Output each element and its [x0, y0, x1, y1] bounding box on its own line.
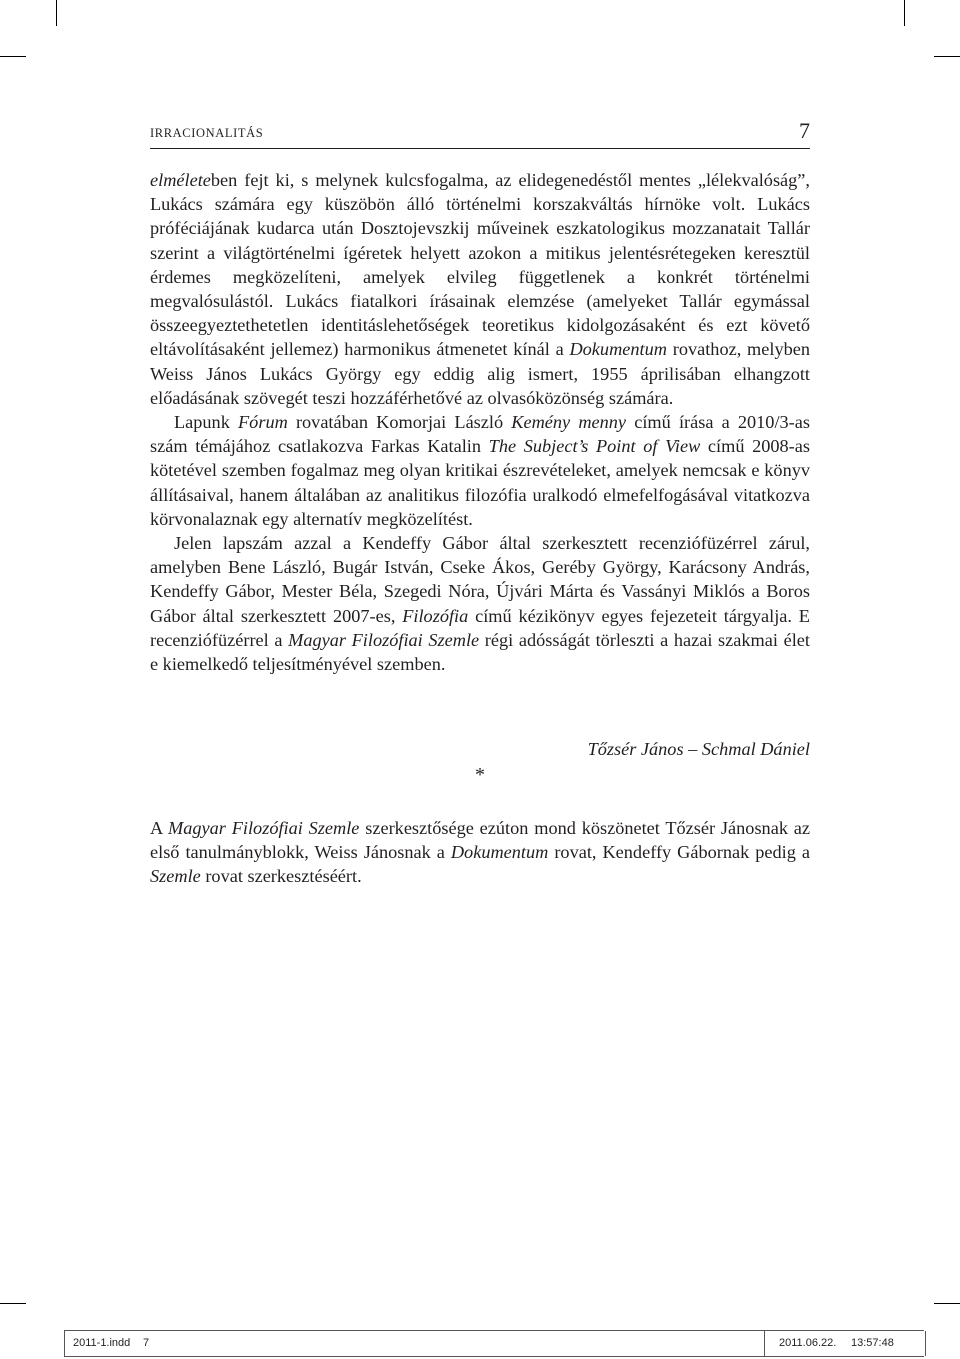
slug-page: 7 — [143, 1337, 150, 1349]
crop-mark-right-lower — [934, 1303, 960, 1304]
italic-text: The Subject’s Point of View — [488, 436, 701, 457]
running-head: IRRACIONALITÁS — [150, 126, 264, 140]
text-run: A — [150, 818, 169, 838]
slug-date: 2011.06.22. — [779, 1337, 837, 1349]
text-run: ben fejt ki, s melynek kulcsfogalma, az elidegenedéstől mentes „lélekvalóság”, Lukács számára egy küszöbön álló történelmi korszakváltás hírnöke volt. Lukács próféciájának kudarca után Dosztojevszkij műveinek eszkatologikus mozzanatait Tallár szerint a világtörténelmi ígéretek helyett azokon a mitikus jelentésrétegeken keresztül érdemes megközelíteni, amelyek elvileg függetlenek a konkrét történelmi megvalósulástól. Lukács fiatalkori írásainak elemzése (amelyeket Tallár egymással összeegyeztethetetlen identitáslehetőségek teoretikus kidolgozásaként és ezt követő eltávolításaként jellemez) harmonikus átmenetet kínál a — [150, 170, 810, 360]
text-run: Jelen lapszám azzal a Kendeffy Gábor által szerkesztett recenziófüzérrel zárul, amelyben Bene László, Bugár István, Cseke Ákos, Geréby György, Karácsony András, Kendeffy Gábor, Mester Béla, Szegedi Nóra, Újvári Márta és Vassányi Miklós a Boros Gábor által szerkesztett 2007-es, — [150, 533, 810, 626]
text-run: szerkesztősége ezúton mond köszönetet Tőzsér Jánosnak az első tanulmányblokk, Weiss Jánosnak a — [150, 818, 811, 863]
slug-cell-file — [64, 1331, 765, 1356]
italic-text: Dokumentum — [450, 842, 549, 863]
text-run: rovatában Komorjai László — [287, 412, 512, 433]
page-number: 7 — [799, 118, 810, 143]
italic-text: Magyar Filozófiai Szemle — [168, 818, 360, 838]
slug-file: 2011-1.indd — [73, 1337, 131, 1349]
crop-mark-left-upper — [0, 56, 26, 57]
paragraph — [150, 531, 810, 676]
section-separator: * — [475, 764, 485, 786]
text-run: című kézikönyv egyes fejezeteit tárgyalja. E recenziófüzérrel a — [150, 605, 810, 650]
text-run: rovat, Kendeffy Gábornak pedig a — [548, 842, 810, 863]
crop-mark-right-upper — [934, 56, 960, 57]
paragraph — [150, 410, 810, 531]
text-run: Lapunk — [174, 412, 239, 433]
print-slug — [64, 1330, 924, 1357]
crop-mark-left-lower — [0, 1303, 26, 1304]
slug-time: 13:57:48 — [851, 1337, 894, 1349]
slug-cell-date — [764, 1331, 926, 1356]
italic-text: Szemle — [150, 866, 201, 887]
crop-mark-top-right — [904, 0, 905, 26]
text-run: rovathoz, melyben Weiss János Lukács György egy eddig alig ismert, 1955 áprilisában elhangzott előadásának szövegét teszi hozzáférhetővé az olvasóközönség számára. — [150, 339, 810, 408]
acknowledgment — [150, 816, 810, 889]
crop-mark-top-left — [56, 0, 57, 26]
text-run: című írása a 2010/3-as szám témájához csatlakozva Farkas Katalin — [150, 412, 810, 457]
body-text — [150, 168, 810, 676]
paragraph — [150, 168, 810, 410]
italic-text: Kemény menny — [511, 412, 627, 433]
signature: Tőzsér János – Schmal Dániel — [587, 739, 810, 759]
page-header — [150, 118, 810, 149]
italic-text: Dokumentum — [569, 339, 667, 360]
text-run: című 2008-as kötetével szemben fogalmaz meg olyan kritikai észrevételeket, amelyek nemcsak e könyv állításaival, hanem általában az analitikus filozófia uralkodó elmefelfogásával vitatkozva körvonalaznak egy alternatív megközelítést. — [150, 436, 810, 529]
italic-text: Filozófia — [402, 605, 469, 626]
italic-text: Magyar Filozófiai Szemle — [288, 629, 480, 650]
text-run: rovat szerkesztéséért. — [200, 866, 362, 887]
italic-text: elmélete — [150, 170, 211, 190]
italic-text: Fórum — [238, 412, 288, 433]
text-run: régi adósságát törleszti a hazai szakmai élet e kiemelkedő teljesítményével szemben. — [150, 629, 810, 675]
